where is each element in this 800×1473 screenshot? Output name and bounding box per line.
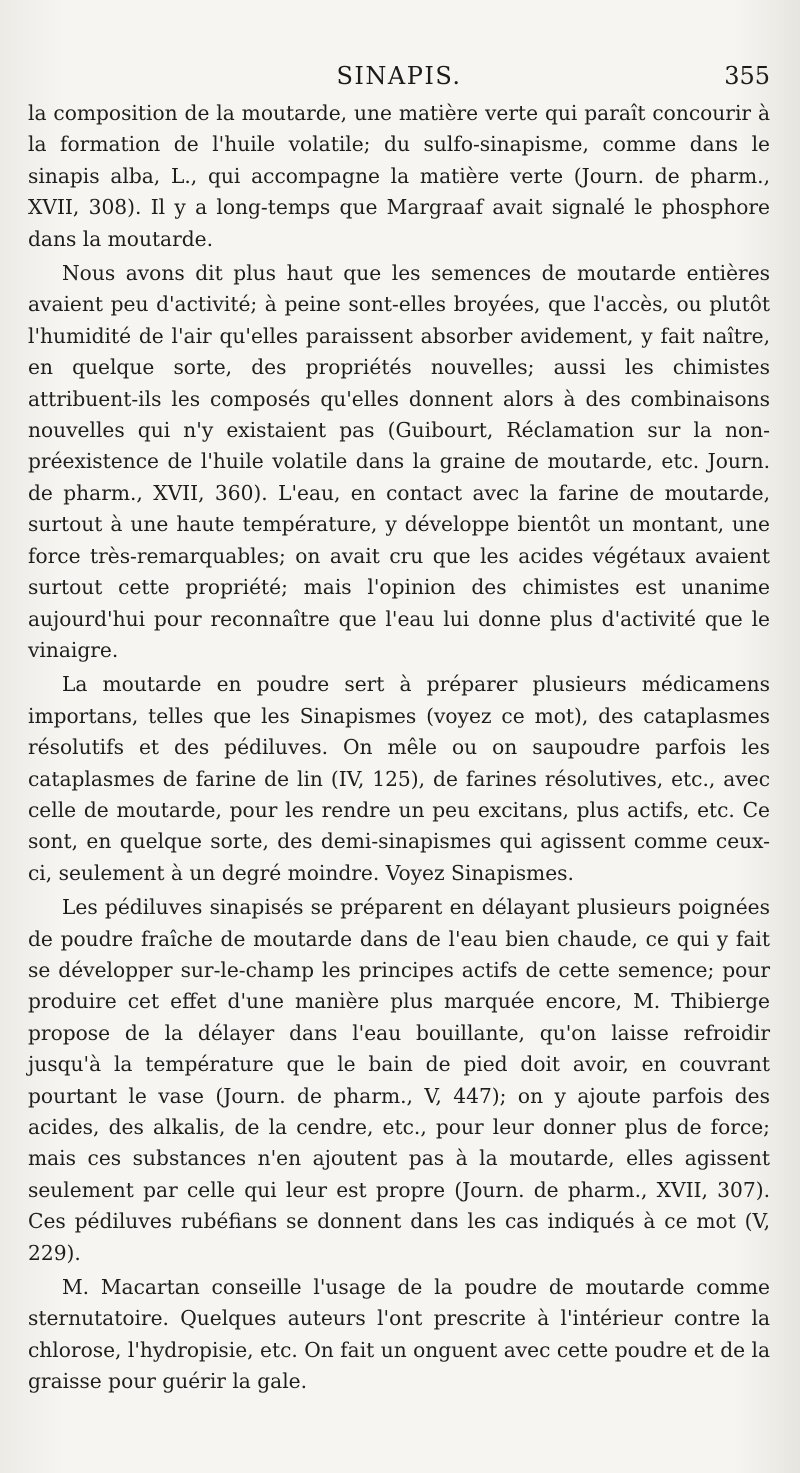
- paragraph-sternutatory: M. Macartan conseille l'usage de la poudre de moutarde comme sternutatoire. Quelques auteurs l'ont prescrite à l'intérieur contre la chlorose, l'hydropisie, etc. On fait un onguent avec cette poudre et de la graisse pour guérir la gale.: [28, 1275, 770, 1394]
- page-header: [28, 62, 770, 96]
- paragraph-pediluves: Les pédiluves sinapisés se préparent en délayant plusieurs poignées de poudre fraîche de moutarde dans de l'eau bien chaude, ce qui y fait se développer sur-le-champ les principes actifs de cette semence; pour produire cet effet d'une manière plus marquée encore, M. Thibierge propose de la délayer dans l'eau bouillante, qu'on laisse refroidir jusqu'à la température que le bain de pied doit avoir, en couvrant pourtant le vase (Journ. de pharm., V, 447); on y ajoute parfois des acides, des alkalis, de la cendre, etc., pour leur donner plus de force; mais ces substances n'en ajoutent pas à la moutarde, elles agissent seulement par celle qui leur est propre (Journ. de pharm., XVII, 307). Ces pédiluves rubéfians se donnent dans les cas indiqués à ce mot (V, 229).: [28, 895, 770, 1265]
- paragraph-medicines: La moutarde en poudre sert à préparer plusieurs médicamens importans, telles que les Sinapismes (voyez ce mot), des cataplasmes résolutifs et des pédiluves. On mêle ou on saupoudre parfois les cataplasmes de farine de lin (IV, 125), de farines résolutives, etc., avec celle de moutarde, pour les rendre un peu excitans, plus actifs, etc. Ce sont, en quelque sorte, des demi-sinapismes qui agissent comme ceux-ci, seulement à un degré moindre. Voyez Sinapismes.: [28, 672, 770, 885]
- paragraph-composition: la composition de la moutarde, une matière verte qui paraît concourir à la formation de l'huile volatile; du sulfo-sinapisme, comme dans le sinapis alba, L., qui accompagne la matière verte (Journ. de pharm., XVII, 308). Il y a long-temps que Margraaf avait signalé le phosphore dans la moutarde.: [28, 101, 770, 251]
- page-number: 355: [724, 62, 770, 90]
- body-text: [28, 98, 770, 1398]
- running-title: SINAPIS.: [336, 62, 462, 90]
- paragraph-activity: Nous avons dit plus haut que les semences de moutarde entières avaient peu d'activité; à peine sont-elles broyées, que l'accès, ou plutôt l'humidité de l'air qu'elles paraissent absorber avidement, y fait naître, en quelque sorte, des propriétés nouvelles; aussi les chimistes attribuent-ils les composés qu'elles donnent alors à des combinaisons nouvelles qui n'y existaient pas (Guibourt, Réclamation sur la non-préexistence de l'huile volatile dans la graine de moutarde, etc. Journ. de pharm., XVII, 360). L'eau, en contact avec la farine de moutarde, surtout à une haute température, y développe bientôt un montant, une force très-remarquables; on avait cru que les acides végétaux avaient surtout cette propriété; mais l'opinion des chimistes est unanime aujourd'hui pour reconnaître que l'eau lui donne plus d'activité que le vinaigre.: [28, 261, 770, 662]
